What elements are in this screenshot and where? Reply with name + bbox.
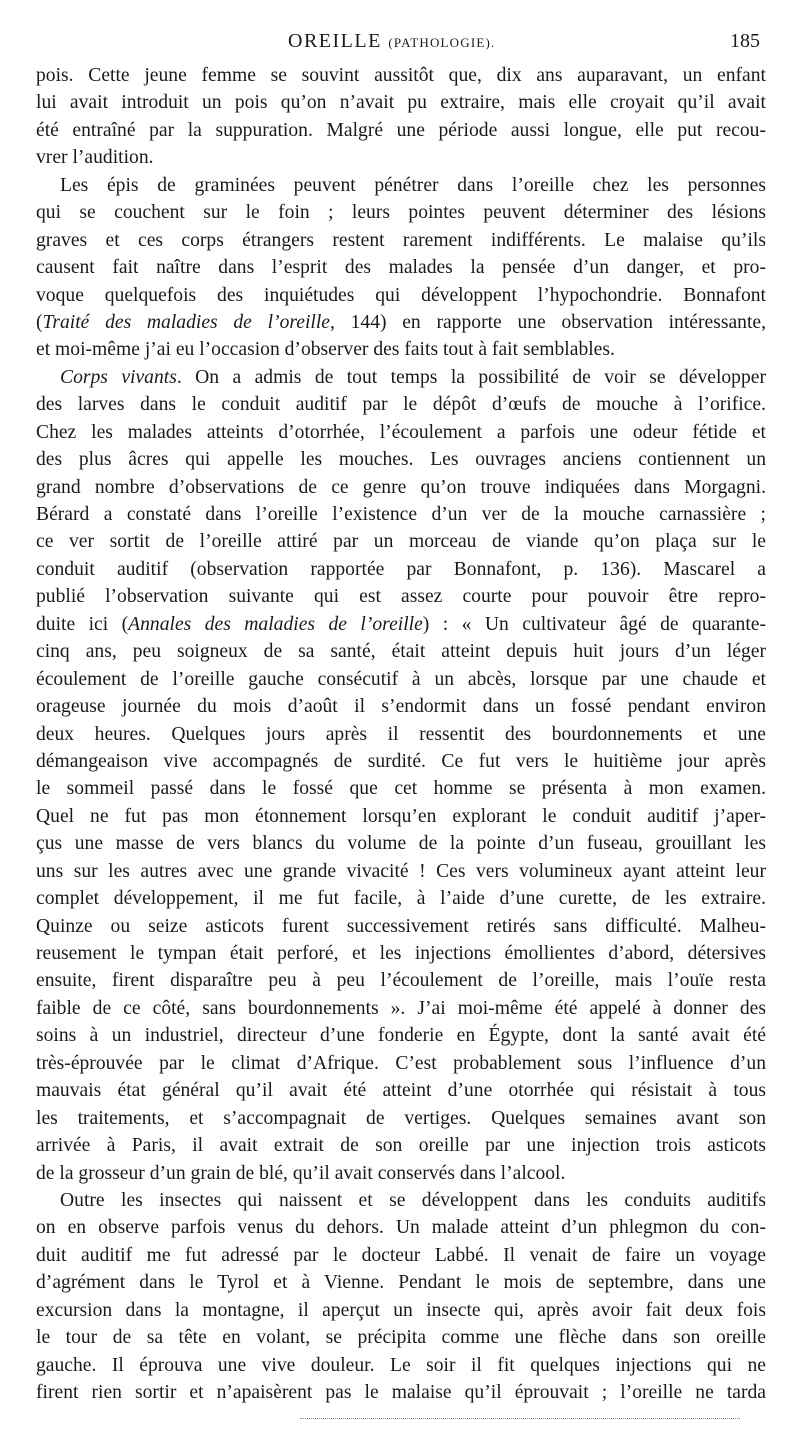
text-line: de la grosseur d’un grain de blé, qu’il avait conservés dans l’alcool.	[36, 1162, 566, 1184]
text-line: graves et ces corps étrangers restent rarement indifférents. Le malaise qu’ils	[36, 229, 766, 251]
text-line: orageuse journée du mois d’août il s’endormit dans un fossé pendant environ	[36, 696, 766, 718]
text-line: publié l’observation suivante qui est assez courte pour pouvoir être repro-	[36, 586, 766, 608]
text-line: soins à un industriel, directeur d’une fonderie en Égypte, dont la santé avait été	[36, 1025, 766, 1047]
bottom-dotted-rule	[300, 1418, 740, 1420]
text-line: mauvais état général qu’il avait été atteint d’une otorrhée qui résistait à tous	[36, 1080, 766, 1102]
text-line: Quinze ou seize asticots furent successivement retirés sans difficulté. Malheu-	[36, 915, 766, 937]
text-line: deux heures. Quelques jours après il ressentit des bourdonnements et une	[36, 723, 766, 745]
text-line: on en observe parfois venus du dehors. Un malade atteint d’un phlegmon du con-	[36, 1217, 766, 1239]
text-line: d’agrément dans le Tyrol et à Vienne. Pendant le mois de septembre, dans une	[36, 1272, 766, 1294]
page-number: 185	[730, 30, 760, 52]
text-line: cinq ans, peu soigneux de sa santé, était atteint depuis huit jours d’un léger	[36, 641, 766, 663]
text-line: des plus âcres qui appelle les mouches. Les ouvrages anciens contiennent un	[36, 449, 766, 471]
text-line: duit auditif me fut adressé par le docteur Labbé. Il venait de faire un voyage	[36, 1244, 766, 1266]
text-line: vrer l’audition.	[36, 147, 154, 169]
text-line: causent fait naître dans l’esprit des malades la pensée d’un danger, et pro-	[36, 257, 766, 279]
text-line: uns sur les autres avec une grande vivacité ! Ces vers volumineux ayant atteint leur	[36, 860, 766, 882]
text-line: écoulement de l’oreille gauche consécutif à un abcès, lorsque par une chaude et	[36, 668, 766, 690]
running-header	[0, 30, 800, 60]
text-line: çus une masse de vers blancs du volume de la pointe d’un fuseau, grouillant les	[36, 833, 766, 855]
text-line: été entraîné par la suppuration. Malgré une période aussi longue, elle put recou-	[36, 119, 766, 141]
text-line: (Traité des maladies de l’oreille, 144) en rapporte une observation intéressante,	[36, 311, 766, 333]
body-text	[36, 62, 766, 1406]
text-line: qui se couchent sur le foin ; leurs pointes peuvent déterminer des lésions	[36, 202, 766, 224]
text-line: reusement le tympan était perforé, et les injections émollientes d’abord, détersives	[36, 943, 766, 964]
text-line: Bérard a constaté dans l’oreille l’existence d’un ver de la mouche carnassière ;	[36, 504, 766, 525]
text-line: complet développement, il me fut facile, à l’aide d’une curette, de les extraire.	[36, 888, 766, 910]
running-title-main: OREILLE	[288, 30, 382, 52]
text-line: conduit auditif (observation rapportée par Bonnafont, p. 136). Mascarel a	[36, 558, 766, 580]
text-line: duite ici (Annales des maladies de l’oreille) : « Un cultivateur âgé de quarante-	[36, 613, 766, 635]
text-line: excursion dans la montagne, il aperçut un insecte qui, après avoir fait deux fois	[36, 1299, 766, 1321]
text-line: faible de ce côté, sans bourdonnements ». J’ai moi-même été appelé à donner des	[36, 997, 766, 1019]
text-line: arrivée à Paris, il avait extrait de son oreille par une injection trois asticots	[36, 1135, 766, 1157]
running-title-subject: (PATHOLOGIE).	[388, 35, 496, 50]
text-line: très-éprouvée par le climat d’Afrique. C’est probablement sous l’influence d’un	[36, 1052, 766, 1074]
text-line: Quel ne fut pas mon étonnement lorsqu’en explorant le conduit auditif j’aper-	[36, 805, 766, 827]
text-line: le tour de sa tête en volant, se précipita comme une flèche dans son oreille	[36, 1327, 766, 1349]
text-line: Outre les insectes qui naissent et se développent dans les conduits auditifs	[60, 1189, 766, 1211]
text-line: Chez les malades atteints d’otorrhée, l’écoulement a parfois une odeur fétide et	[36, 421, 766, 443]
text-line: le sommeil passé dans le fossé que cet homme se présenta à mon examen.	[36, 778, 766, 800]
text-line: des larves dans le conduit auditif par le dépôt d’œufs de mouche à l’orifice.	[36, 394, 766, 416]
text-line: Corps vivants. On a admis de tout temps la possibilité de voir se développer	[60, 366, 766, 388]
text-line: lui avait introduit un pois qu’on n’avait pu extraire, mais elle croyait qu’il avait	[36, 92, 766, 114]
text-line: voque quelquefois des inquiétudes qui développent l’hypochondrie. Bonnafont	[36, 284, 766, 306]
running-title	[288, 30, 496, 53]
text-line: Les épis de graminées peuvent pénétrer dans l’oreille chez les personnes	[60, 174, 766, 196]
text-line: ce ver sortit de l’oreille attiré par un morceau de viande qu’on plaça sur le	[36, 531, 766, 553]
text-line: ensuite, firent disparaître peu à peu l’écoulement de l’oreille, mais l’ouïe resta	[36, 970, 766, 992]
text-line: et moi-même j’ai eu l’occasion d’observer des faits tout à fait semblables.	[36, 339, 615, 361]
text-line: pois. Cette jeune femme se souvint aussitôt que, dix ans auparavant, un enfant	[36, 65, 766, 86]
text-line: grand nombre d’observations de ce genre qu’on trouve indiquées dans Morgagni.	[36, 476, 766, 498]
text-line: démangeaison vive accompagnés de surdité. Ce fut vers le huitième jour après	[36, 750, 766, 772]
text-line: gauche. Il éprouva une vive douleur. Le soir il fit quelques injections qui ne	[36, 1354, 766, 1376]
text-line: firent rien sortir et n’apaisèrent pas le malaise qu’il éprouvait ; l’oreille ne tarda	[36, 1382, 766, 1403]
text-line: les traitements, et s’accompagnait de vertiges. Quelques semaines avant son	[36, 1107, 766, 1129]
